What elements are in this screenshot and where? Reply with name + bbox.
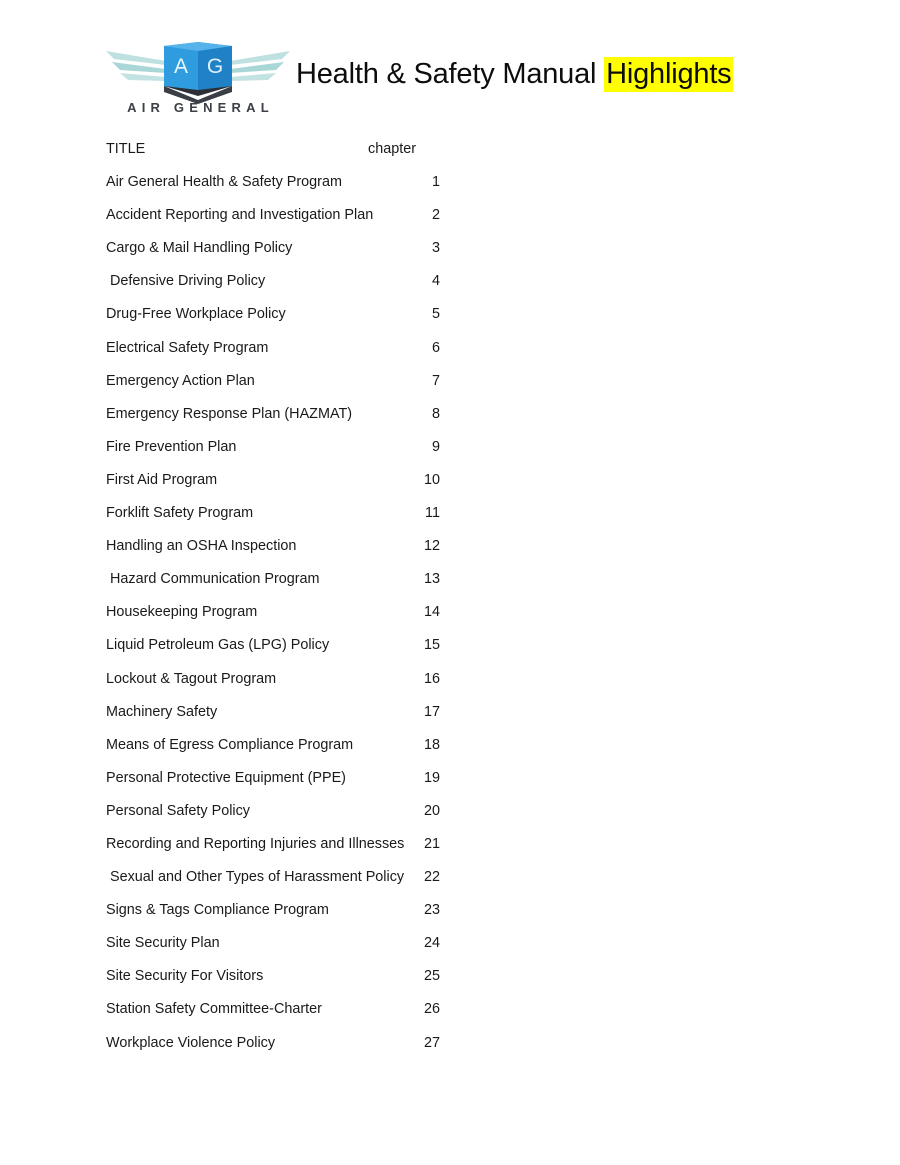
table-row[interactable] <box>106 900 442 933</box>
toc-entry-title: Forklift Safety Program <box>106 505 254 522</box>
toc-entry-title: Means of Egress Compliance Program <box>106 736 354 753</box>
table-row[interactable] <box>106 503 442 536</box>
toc-entry-title: Housekeeping Program <box>106 604 258 621</box>
toc-entry-chapter: 13 <box>423 571 440 588</box>
toc-entry-title: Personal Protective Equipment (PPE) <box>106 769 346 786</box>
toc-entry-chapter: 23 <box>423 902 440 919</box>
table-row[interactable] <box>106 669 442 702</box>
toc-entry-chapter: 19 <box>423 769 440 786</box>
table-row[interactable] <box>106 999 442 1032</box>
winged-cube-icon <box>104 42 292 104</box>
table-row[interactable] <box>106 205 442 238</box>
table-row[interactable] <box>106 404 442 437</box>
toc-entry-title: Cargo & Mail Handling Policy <box>106 240 293 257</box>
toc-entry-chapter: 12 <box>423 538 440 555</box>
toc-entry-title: Electrical Safety Program <box>106 339 269 356</box>
toc-entry-chapter: 26 <box>423 1001 440 1018</box>
table-of-contents <box>106 139 442 1066</box>
table-row[interactable] <box>106 966 442 999</box>
toc-entry-chapter: 7 <box>431 372 440 389</box>
table-row[interactable] <box>106 172 442 205</box>
table-row[interactable] <box>106 304 442 337</box>
table-row[interactable] <box>106 702 442 735</box>
toc-entry-chapter: 18 <box>423 736 440 753</box>
toc-entry-title: Drug-Free Workplace Policy <box>106 306 286 323</box>
toc-entry-chapter: 14 <box>423 604 440 621</box>
page-title-plain: Health & Safety Manual <box>296 58 597 90</box>
toc-entry-title: Site Security For Visitors <box>106 968 264 985</box>
toc-entry-title: Workplace Violence Policy <box>106 1034 276 1051</box>
toc-entry-chapter: 22 <box>423 869 440 886</box>
table-row[interactable] <box>106 635 442 668</box>
toc-entry-title: Personal Safety Policy <box>106 802 250 819</box>
toc-entry-chapter: 10 <box>423 471 440 488</box>
toc-entry-chapter: 9 <box>431 438 440 455</box>
toc-entry-chapter: 6 <box>431 339 440 356</box>
table-row[interactable] <box>106 536 442 569</box>
table-row[interactable] <box>106 569 442 602</box>
toc-entry-chapter: 20 <box>423 802 440 819</box>
toc-header-chapter: chapter <box>368 141 416 157</box>
toc-header-title: TITLE <box>106 141 146 157</box>
air-general-wordmark: AIR GENERAL <box>127 100 274 115</box>
toc-header-row <box>106 139 442 172</box>
toc-entry-chapter: 8 <box>431 405 440 422</box>
table-row[interactable] <box>106 470 442 503</box>
svg-text:G: G <box>206 55 224 78</box>
page-title-highlighted: Highlights <box>606 58 732 90</box>
toc-entry-title: Signs & Tags Compliance Program <box>106 902 329 919</box>
toc-entry-title: Defensive Driving Policy <box>110 273 266 290</box>
toc-entry-title: Site Security Plan <box>106 935 220 952</box>
table-row[interactable] <box>106 437 442 470</box>
air-general-logo <box>104 42 292 126</box>
toc-entry-chapter: 11 <box>425 505 440 522</box>
toc-entry-title: First Aid Program <box>106 471 218 488</box>
table-row[interactable] <box>106 271 442 304</box>
toc-entry-title: Handling an OSHA Inspection <box>106 538 297 555</box>
table-row[interactable] <box>106 801 442 834</box>
page-title <box>296 55 733 93</box>
table-row[interactable] <box>106 238 442 271</box>
table-row[interactable] <box>106 735 442 768</box>
toc-entry-chapter: 25 <box>423 968 440 985</box>
toc-entry-chapter: 27 <box>423 1034 440 1051</box>
toc-entry-chapter: 24 <box>423 935 440 952</box>
toc-entry-title: Sexual and Other Types of Harassment Policy <box>110 869 405 886</box>
toc-entry-title: Accident Reporting and Investigation Plan <box>106 207 374 224</box>
toc-entry-title: Air General Health & Safety Program <box>106 174 342 191</box>
toc-entry-title: Emergency Response Plan (HAZMAT) <box>106 405 353 422</box>
air-general-logo-mark <box>104 42 292 104</box>
toc-entry-title: Liquid Petroleum Gas (LPG) Policy <box>106 637 330 654</box>
toc-entry-title: Hazard Communication Program <box>110 571 320 588</box>
table-row[interactable] <box>106 768 442 801</box>
toc-entry-chapter: 17 <box>423 703 440 720</box>
toc-entry-chapter: 16 <box>423 670 440 687</box>
toc-entry-chapter: 2 <box>431 207 440 224</box>
document-header <box>0 0 900 130</box>
toc-entry-title: Machinery Safety <box>106 703 218 720</box>
toc-entry-chapter: 5 <box>431 306 440 323</box>
toc-entry-title: Emergency Action Plan <box>106 372 255 389</box>
toc-entry-title: Lockout & Tagout Program <box>106 670 277 687</box>
toc-entry-chapter: 15 <box>423 637 440 654</box>
toc-entry-title: Recording and Reporting Injuries and Illnesses <box>106 835 405 852</box>
table-row[interactable] <box>106 834 442 867</box>
toc-entry-title: Station Safety Committee-Charter <box>106 1001 322 1018</box>
table-row[interactable] <box>106 867 442 900</box>
toc-entry-chapter: 3 <box>431 240 440 257</box>
table-row[interactable] <box>106 602 442 635</box>
toc-entry-chapter: 4 <box>431 273 440 290</box>
toc-entry-chapter: 21 <box>423 835 440 852</box>
table-row[interactable] <box>106 371 442 404</box>
table-row[interactable] <box>106 933 442 966</box>
svg-text:A: A <box>173 55 189 78</box>
toc-entry-title: Fire Prevention Plan <box>106 438 237 455</box>
table-row[interactable] <box>106 1033 442 1066</box>
toc-row-list <box>106 172 442 1066</box>
table-row[interactable] <box>106 338 442 371</box>
toc-entry-chapter: 1 <box>431 174 440 191</box>
